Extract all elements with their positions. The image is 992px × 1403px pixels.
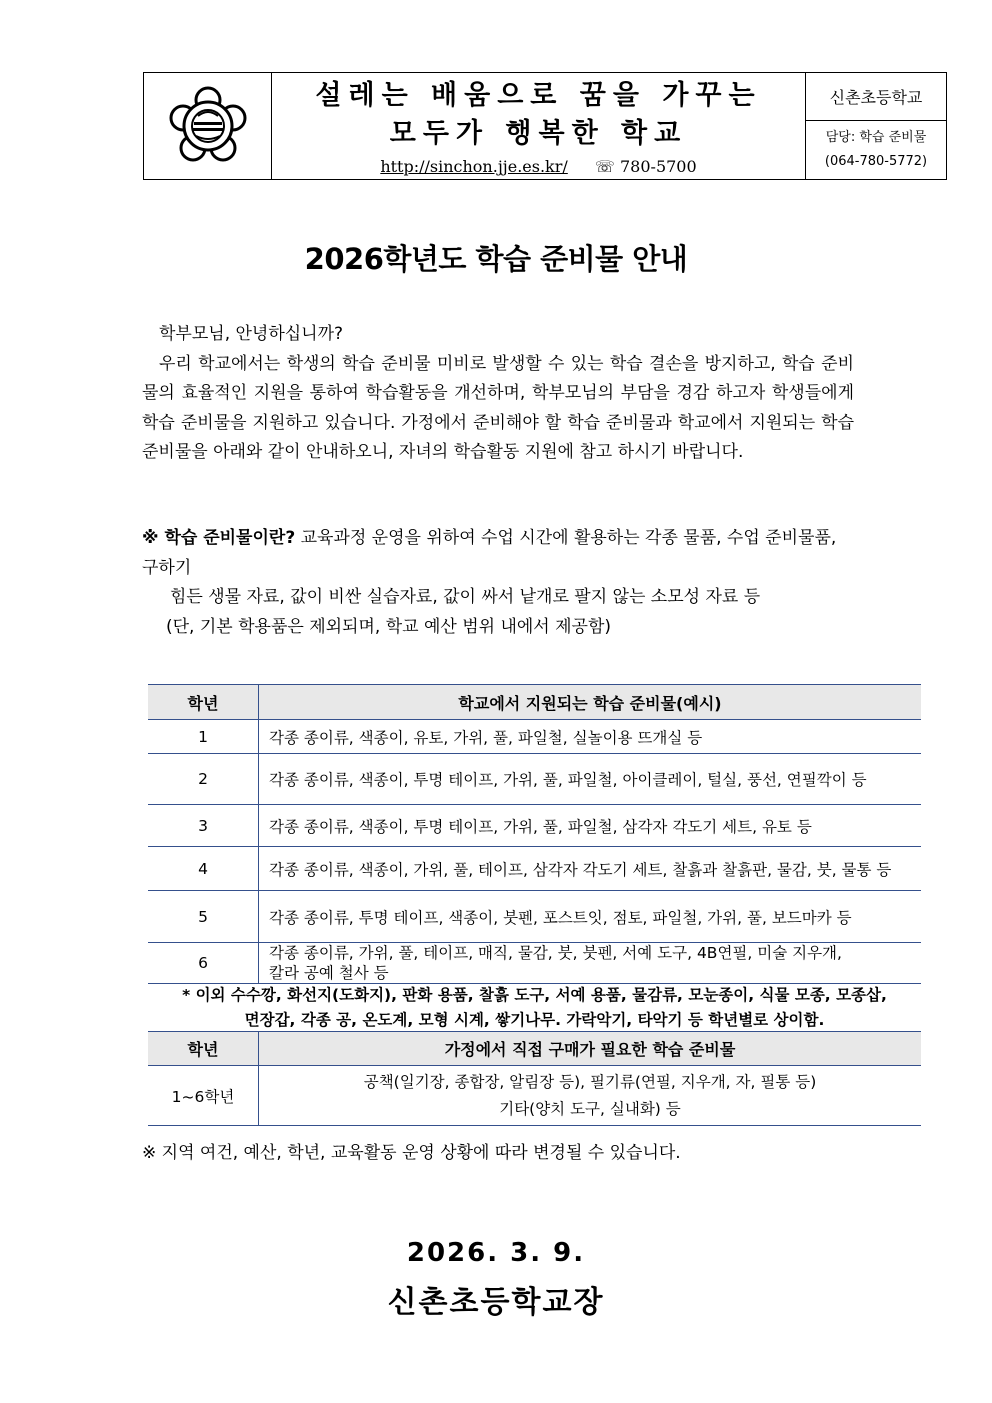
home-supplies-table (148, 1031, 921, 1126)
issue-date: 2026. 3. 9. (406, 1238, 586, 1268)
school-url-link[interactable]: http://sinchon.jje.es.kr/ (380, 156, 568, 176)
contact-line (380, 157, 696, 176)
table-header-row (148, 685, 921, 720)
row-items-line-2: 칼라 공예 철사 등 (269, 964, 389, 982)
additional-supplies-note (148, 983, 921, 1033)
row-items: 각종 종이류, 색종이, 유토, 가위, 풀, 파일철, 실놀이용 뜨개실 등 (259, 720, 922, 754)
intro-section (142, 320, 854, 468)
school-supplies-table (148, 684, 921, 984)
logo-cell (144, 73, 272, 179)
row-items-line-2: 기타(양치 도구, 실내화) 등 (499, 1099, 681, 1118)
row-grade: 2 (148, 754, 259, 805)
table-row (148, 754, 921, 805)
note-line-1: * 이외 수수깡, 화선지(도화지), 판화 용품, 찰흙 도구, 서예 용품, 물감류, 모눈종이, 식물 모종, 모종삽, (182, 986, 887, 1004)
table-header-row (148, 1032, 921, 1066)
row-grade: 5 (148, 891, 259, 943)
page-title: 2026학년도 학습 준비물 안내 (304, 242, 688, 276)
header-items: 가정에서 직접 구매가 필요한 학습 준비물 (259, 1032, 922, 1066)
motto-line-1: 설레는 배움으로 꿈을 가꾸는 (315, 79, 762, 111)
motto-cell (272, 73, 806, 179)
change-notice: ※ 지역 여건, 예산, 학년, 교육활동 운영 상황에 따라 변경될 수 있습니다. (142, 1143, 681, 1163)
manager-info (806, 121, 946, 179)
signature: 신촌초등학교장 (387, 1285, 605, 1320)
definition-text: 교육과정 운영을 위하여 수업 시간에 활용하는 각종 물품, 수업 준비물품, 구하기 (142, 528, 837, 578)
intro-body: 우리 학교에서는 학생의 학습 준비물 미비로 발생할 수 있는 학습 결손을 방지하고, 학습 준비물의 효율적인 지원을 통하여 학습활동을 개선하며, 학부모님의 부담을 경감 하고자 학생들에게 학습 준비물을 지원하고 있습니다. 가정에서 준비해야 할 학습 준비물과 학교에서 지원되는 학습 준비물을 아래와 같이 안내하오니, 자녀의 학습활동 지원에 참고 하시기 바랍니다. (142, 353, 854, 462)
row-items (259, 1066, 922, 1126)
row-items-line-1: 각종 종이류, 가위, 풀, 테이프, 매직, 물감, 붓, 붓펜, 서예 도구, 4B연필, 미술 지우개, (269, 944, 842, 962)
header-items: 학교에서 지원되는 학습 준비물(예시) (259, 685, 922, 720)
row-grade: 3 (148, 805, 259, 847)
row-grade: 1 (148, 720, 259, 754)
row-grade: 4 (148, 847, 259, 891)
table-row (148, 847, 921, 891)
definition-line-2: 힘든 생물 자료, 값이 비싼 실습자료, 값이 싸서 낱개로 팔지 않는 소모성 자료 등 (170, 587, 761, 607)
school-emblem-icon (166, 84, 250, 168)
definition-line-3: (단, 기본 학용품은 제외되며, 학교 예산 범위 내에서 제공함) (166, 616, 612, 637)
table-row (148, 720, 921, 754)
manager-label: 담당: 학습 준비물 (825, 130, 927, 145)
table-row (148, 891, 921, 943)
row-items: 각종 종이류, 색종이, 가위, 풀, 테이프, 삼각자 각도기 세트, 찰흙과 찰흙판, 물감, 붓, 물통 등 (259, 847, 922, 891)
table-row (148, 943, 921, 984)
row-items (259, 943, 922, 984)
motto-line-2: 모두가 행복한 학교 (389, 117, 688, 149)
letterhead (143, 72, 947, 180)
phone-icon: ☏ (594, 156, 615, 176)
header-grade: 학년 (148, 685, 259, 720)
row-items: 각종 종이류, 색종이, 투명 테이프, 가위, 풀, 파일철, 삼각자 각도기 세트, 유토 등 (259, 805, 922, 847)
row-items: 각종 종이류, 색종이, 투명 테이프, 가위, 풀, 파일철, 아이클레이, 털실, 풍선, 연필깍이 등 (259, 754, 922, 805)
row-items: 각종 종이류, 투명 테이프, 색종이, 붓펜, 포스트잇, 점토, 파일철, 가위, 풀, 보드마카 등 (259, 891, 922, 943)
manager-phone: (064-780-5772) (824, 154, 928, 169)
definition-paragraph (142, 524, 854, 583)
row-grade: 1~6학년 (148, 1066, 259, 1126)
header-grade: 학년 (148, 1032, 259, 1066)
row-grade: 6 (148, 943, 259, 984)
row-items-line-1: 공책(일기장, 종합장, 알림장 등), 필기류(연필, 지우개, 자, 필통 등) (363, 1072, 817, 1091)
note-line-2: 면장갑, 각종 공, 온도계, 모형 시계, 쌓기나무. 가락악기, 타악기 등 학년별로 상이함. (244, 1011, 825, 1029)
definition-lead: ※ 학습 준비물이란? (142, 528, 296, 548)
table-row (148, 1066, 921, 1126)
table-row (148, 805, 921, 847)
definition-section (142, 524, 854, 642)
school-name: 신촌초등학교 (806, 73, 946, 121)
greeting: 학부모님, 안녕하십니까? (159, 324, 344, 344)
phone-number: 780-5700 (620, 156, 697, 176)
school-info-cell (806, 73, 946, 179)
